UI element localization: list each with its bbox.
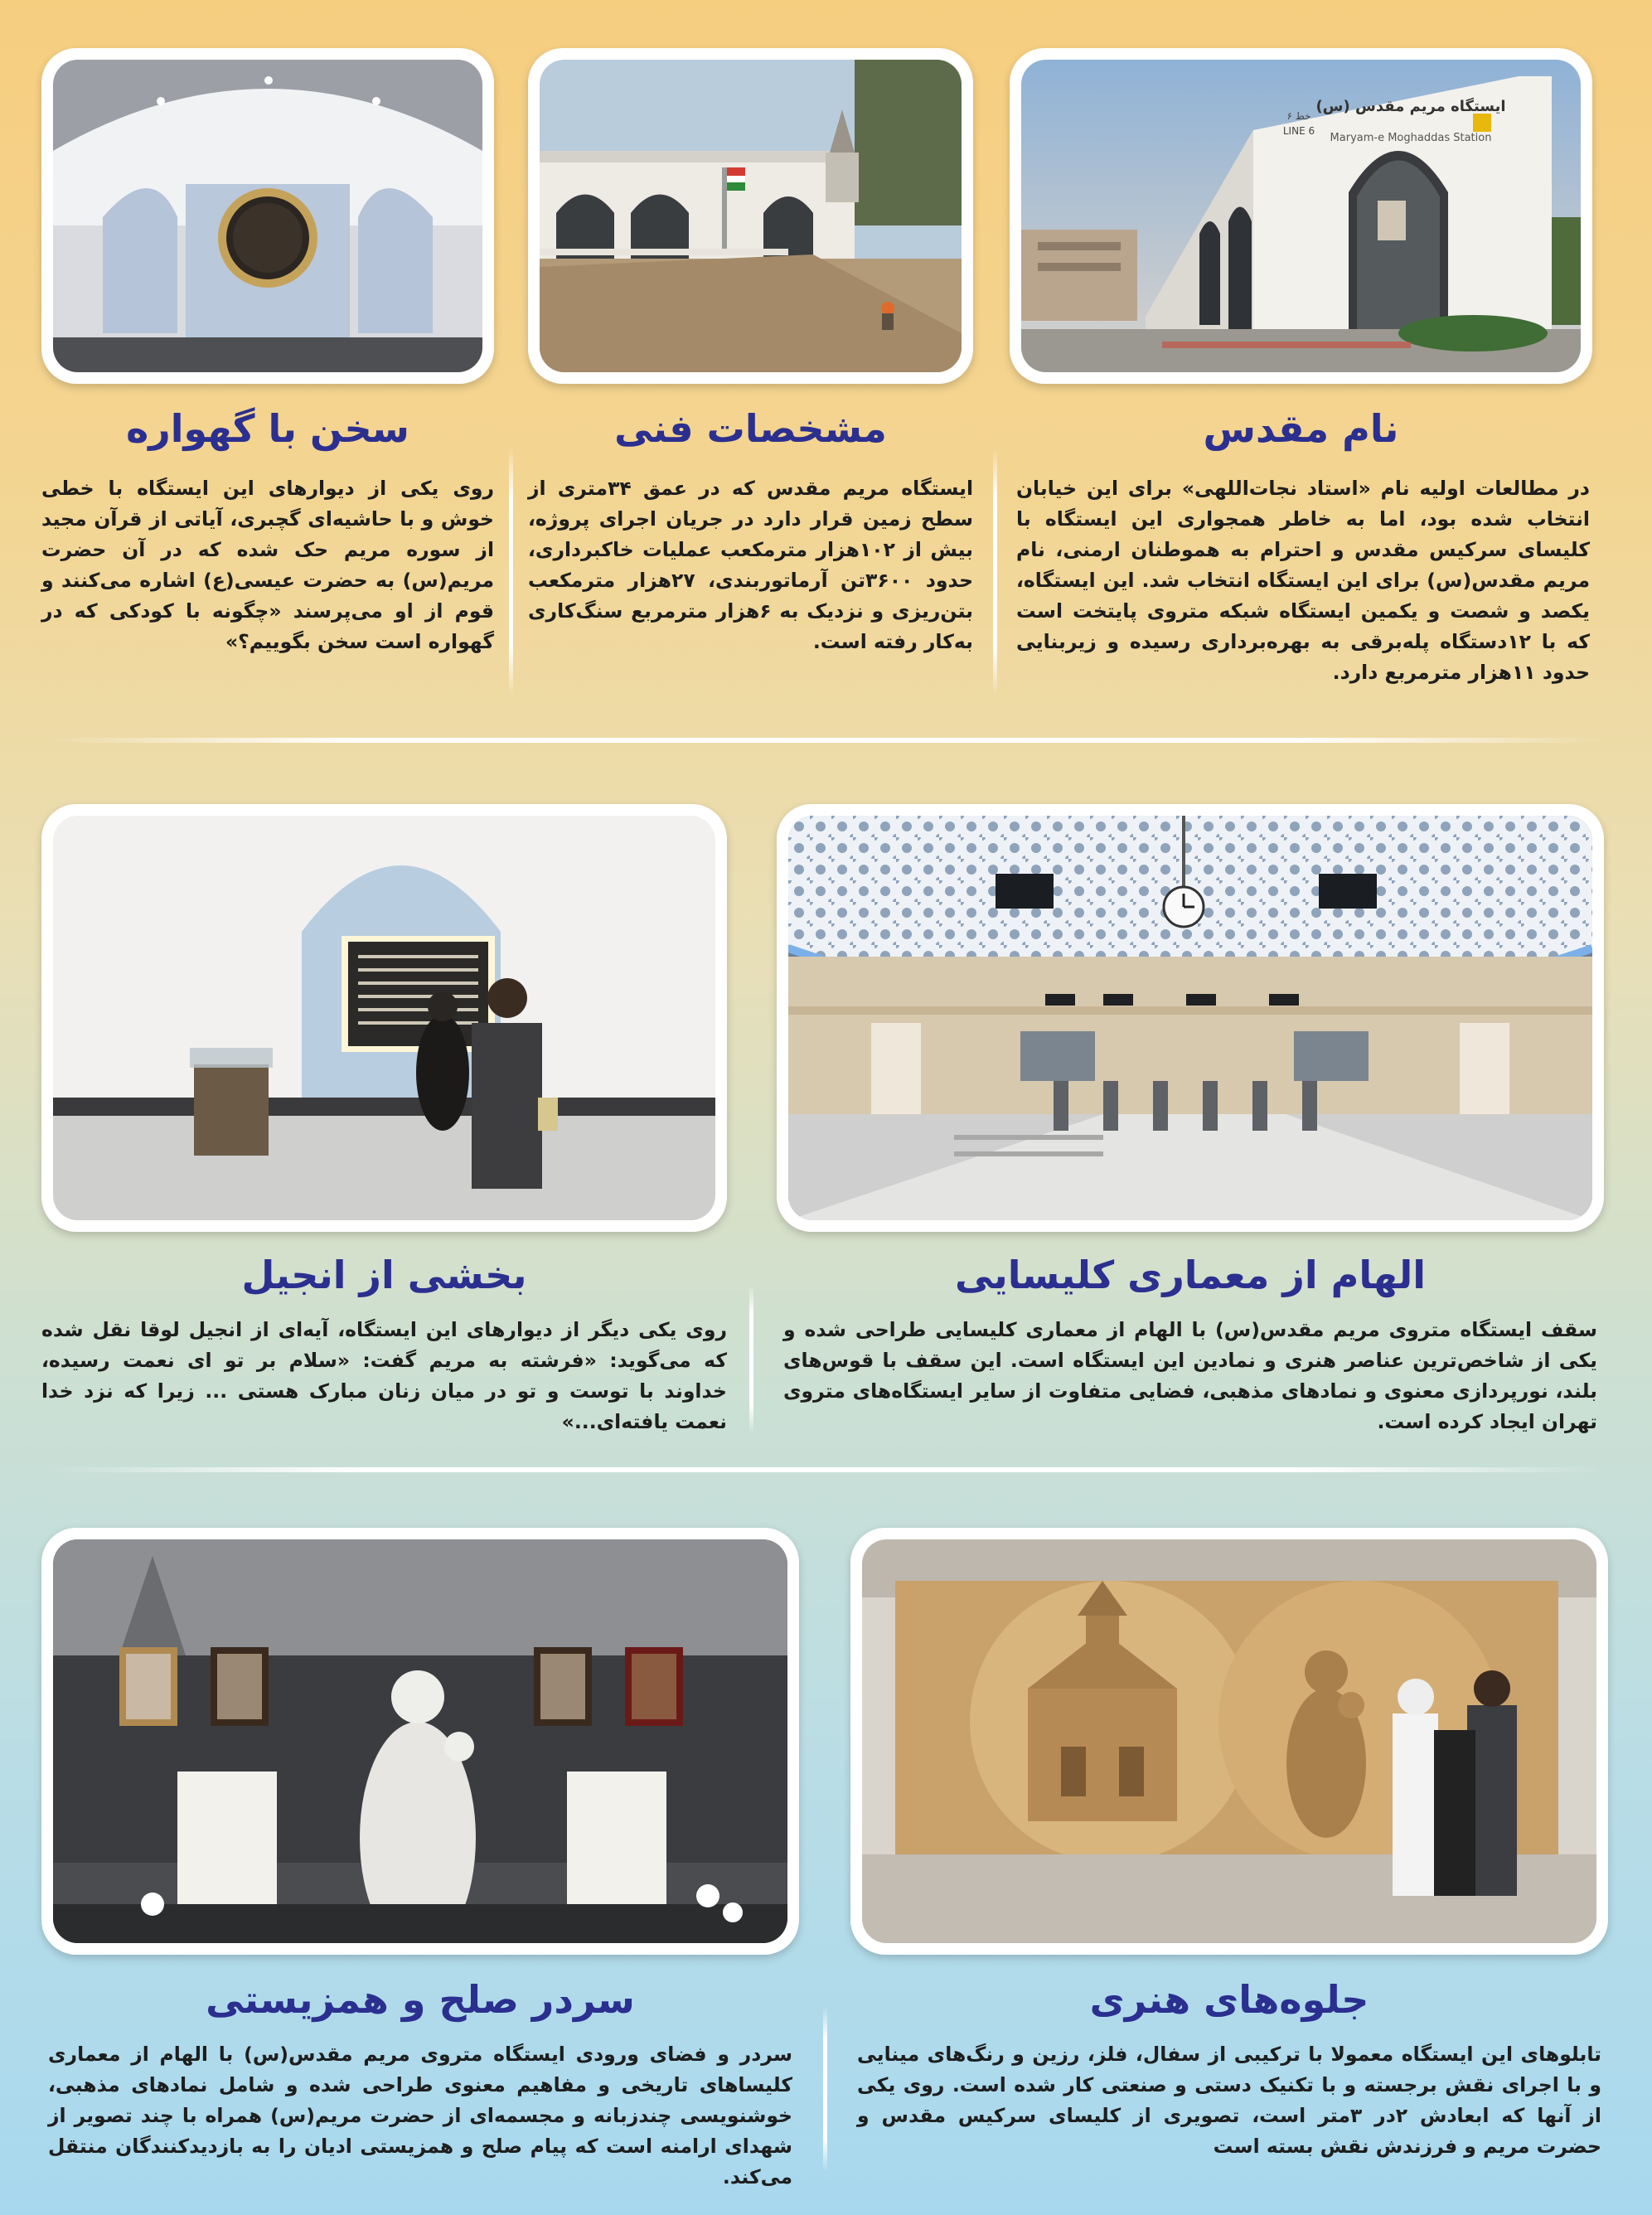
section-title-church-architecture: الهام از معماری کلیسایی: [954, 1253, 1427, 1297]
section-title-sacred-name: نام مقدس: [1203, 406, 1399, 451]
photo-mary-statue: [41, 1528, 799, 1955]
column-divider: [749, 1285, 753, 1434]
photo-construction-site: [528, 48, 973, 384]
row-divider: [50, 738, 1602, 743]
section-body-technical-specs: ایستگاه مریم مقدس که در عمق ۳۴متری از سطح زمین قرار دارد در جریان اجرای پروژه، بیش از ۱۰۲هزار مترمکعب عملیات خاکبرداری، حدود ۳۶۰۰تن آرماتوربندی، ۲۷هزار مترمکعب بتن‌ریزی و نزدیک به ۶هزار مترمربع سنگ‌کاری به‌کار رفته است.: [528, 477, 973, 653]
svg-text:Maryam-e Moghaddas Station: Maryam-e Moghaddas Station: [1330, 132, 1492, 144]
column-divider: [509, 448, 513, 696]
section-body-church-architecture: سقف ایستگاه متروی مریم مقدس(س) با الهام از معماری کلیسایی طراحی شده و یکی از شاخص‌ترین عناصر هنری و نمادین این ایستگاه است. این سقف با قوس‌های بلند، نورپردازی معنوی و نمادهای مذهبی، فضایی متفاوت از سایر ایستگاه‌های متروی تهران ایجاد کرده است.: [783, 1318, 1597, 1433]
section-title-artistic-features: جلوه‌های هنری: [1089, 1977, 1369, 2022]
row-divider: [50, 1467, 1602, 1472]
photo-station-entrance: [1010, 48, 1592, 384]
photo-gospel-plaque: [41, 804, 727, 1232]
section-title-gospel-excerpt: بخشی از انجیل: [241, 1253, 527, 1297]
section-body-cradle-speech: روی یکی از دیوارهای این ایستگاه با خطی خوش و با حاشیه‌ای گچبری، آیاتی از قرآن مجید از سوره مریم حک شده که در آن حضرت مریم(س) به حضرت عیسی(ع) اشاره می‌کنند و قوم از او می‌پرسند «چگونه با کودکی که در گهواره است سخن بگوییم؟»: [41, 477, 494, 653]
column-divider: [823, 2006, 827, 2172]
section-title-peace-coexistence: سردر صلح و همزیستی: [206, 1977, 635, 2022]
svg-text:LINE 6: LINE 6: [1282, 125, 1315, 137]
svg-text:ایستگاه مریم مقدس (س): ایستگاه مریم مقدس (س): [1315, 98, 1506, 115]
section-body-gospel-excerpt: روی یکی دیگر از دیوارهای این ایستگاه، آیه‌ای از انجیل لوقا نقل شده که می‌گوید: «فرشته به مریم گفت: «سلام بر تو ای نعمت رسیده، خداوند با توست و تو در میان زنان مبارک هستی ... زیرا که نزد خدا نعمت یافته‌ای...»: [41, 1318, 727, 1433]
column-divider: [993, 448, 997, 696]
photo-ceiling-hall: [777, 804, 1604, 1232]
section-title-technical-specs: مشخصات فنی: [614, 406, 887, 451]
section-body-peace-coexistence: سردر و فضای ورودی ایستگاه متروی مریم مقدس(س) با الهام از معماری کلیساهای تاریخی و مفاهیم معنوی طراحی شده و شامل نمادهای مذهبی، خوشنویسی چندزبانه و مجسمه‌ای از حضرت مریم(س) همراه با چند تصویر از شهدای ارامنه است که پیام صلح و همزیستی ادیان را به بازدیدکنندگان منتقل می‌کند.: [48, 2043, 792, 2188]
section-title-cradle-speech: سخن با گهواره: [126, 406, 409, 451]
photo-relief-artwork: [850, 1528, 1608, 1955]
section-body-sacred-name: در مطالعات اولیه نام «استاد نجات‌اللهی» برای این خیابان انتخاب شده بود، اما به خاطر همجواری این ایستگاه با کلیسای سرکیس مقدس و احترام به هموطنان ارمنی، نام مریم مقدس(س) برای این ایستگاه انتخاب شد. این ایستگاه، یکصد و شصت و یکمین ایستگاه شبکه متروی پایتخت است که با ۱۲دستگاه پله‌برقی به بهره‌برداری رسیده و زیربنایی حدود ۱۱هزار مترمربع دارد.: [1016, 477, 1590, 684]
photo-quran-wall: [41, 48, 494, 384]
section-body-artistic-features: تابلوهای این ایستگاه معمولا با ترکیبی از سفال، فلز، رزین و رنگ‌های مینایی و با اجرای نقش برجسته و با تکنیک دستی و صنعتی کار شده است. روی یکی از آنها که ابعادش ۲در ۳متر است، تصویری از کلیسای سرکیس مقدس و حضرت مریم و فرزندش نقش بسته است: [857, 2043, 1601, 2158]
svg-text:خط ۶: خط ۶: [1286, 110, 1311, 122]
